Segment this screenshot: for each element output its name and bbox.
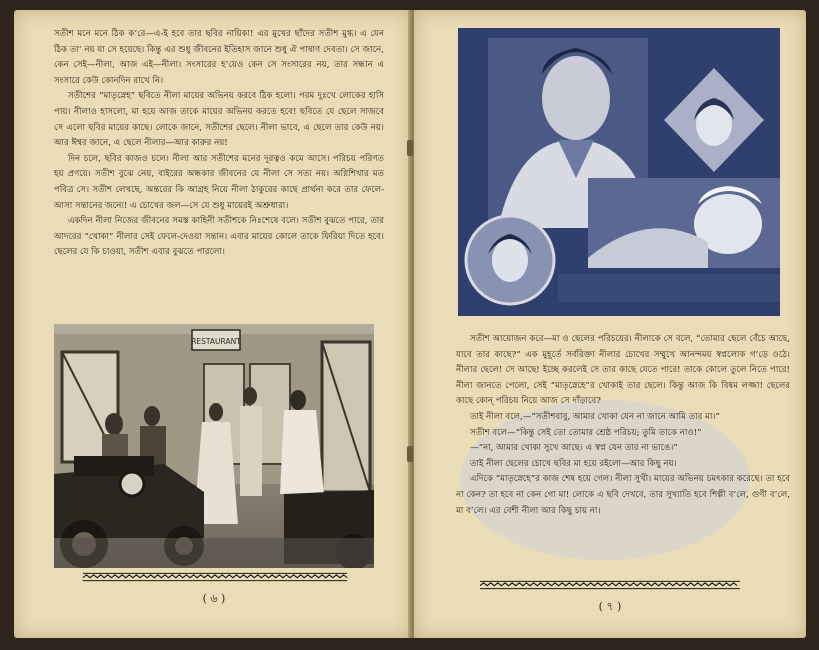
left-page [14, 10, 412, 638]
paragraph: দিন চলে, ছবির কাজও চলে। নীলা আর সতীশের মনের দূরত্বও কমে আসে। পরিচয় পরিণত হয় প্রণয়ে। সতীশ বুঝে নেয়, বাইরের অন্ধকার জীবনের যে নীলা সে সত্য নয়। অগ্নিশিখার মত পবিত্র সে। সতীশ লেখছে, অন্তরের কি আগ্রহ নিয়ে নীলা ঠাকুরের কাছে প্রার্থনা করে তার ফেলে-আসা সন্তানের জন্যে! এ চোখের জল—সে যে শুধু মায়েরই অশ্রুধারা। [54, 153, 384, 211]
staple [407, 446, 413, 462]
staple [407, 140, 413, 156]
film-still-restaurant [54, 324, 374, 568]
right-page [414, 10, 806, 638]
paragraph: তাই নীলা বলে,—“সতীশবাবু, আমার খোকা যেন না জানে আমি তার মা।” [470, 411, 720, 422]
left-page-text [54, 27, 384, 261]
paragraph: একদিন নীলা নিজের জীবনের সমস্ত কাহিনী সতীশকে নিঃশেষে বলে। সতীশ বুঝতে পারে, তার আদরের “খোকা” নীলার সেই ফেলে-দেওয়া সন্তান। এবার মায়ের কোলে তাকে ফিরিয়া দিতে হবে। ছেলের যে কি চাওয়া, সতীশ এবার বুঝতে পারলো। [54, 216, 384, 258]
restaurant-sign: RESTAURANT [191, 337, 241, 346]
paragraph: তাই নীলা ছেলের চোখে ছবির মা হয়ে রইলো—আর কিছু নয়। [470, 458, 677, 469]
paragraph: সতীশ মনে মনে ঠিক ক’রে—এ-ই হবে তার ছবির নায়িকা! এর মুখের ছাঁদের সতীশ মুগ্ধ। এ যেন ঠিক তা’ নয় যা সে হয়েছে। কিন্তু এর শুধু জীবনের ইতিহাস জানে শুধু ঐ পাষাণ দেবতা। সে জানে, কেন সেই—নীলা, আজ এই—নীলা। সংসারের হ’য়েও কেন সে সংসারের নয়, তার সন্ধান এ সংসারে কেউ কোনদিন রাখে নি। [54, 29, 384, 86]
paragraph: সতীশ বলে—“কিন্তু সেই তো তোমার শ্রেষ্ঠ পরিচয়; তুমি তাকে নাও!” [470, 427, 702, 438]
paragraph: সতীশের “মাতৃস্নেহ” ছবিতে নীলা মায়ের অভিনয় করবে ঠিক হলো। পরম দুঃখে লোকের হাসি পায়। নীলাও হাসলো, মা হয়ে আজ তাকে মায়ের অভিনয় করতে হবে! ছবিতে যে ছেলে সাজবে সে এলো ছবির মায়ের কাছে। লোকে জানে, সতীশের ছেলে। নীলা ভাবে, এ ছেলে তার কেউ নয়। আর ঈশ্বর জানে, এ ছেলে নীলার—আর কারুর নয়! [54, 91, 384, 149]
paragraph: —“না, আমার খোকা সুখে আছে। এ স্বপ্ন যেন তার না ভাঙে।” [470, 443, 678, 454]
decorative-rule [428, 580, 792, 590]
right-page-text [456, 332, 790, 519]
page-number: ( ৬ ) [202, 592, 226, 605]
decorative-rule [30, 572, 400, 582]
page-number: ( ৭ ) [598, 600, 622, 613]
paragraph: এদিকে “মাতৃস্নেহে”র কাজ শেষ হয়ে গেল। নীলা সুখী। মায়ের অভিনয় চমৎকার করেছে। তা হবে না কেন? তা হবে না কেন গো মা! লোকে এ ছবি দেখবে, তার সুখ্যাতি হবে শিল্পী ব’লে, গুণী ব’লে, মা ব’লে। এর বেশী নীলা আর কিছু চায় না। [456, 474, 790, 516]
paragraph: সতীশ আয়োজন করে—মা ও ছেলের পরিচয়ের। নীলাকে সে বলে, “তোমার ছেলে বেঁচে আছে, যাবে তার কাছে?” এক মুহূর্তে সর্বরিক্তা নীলার চোখের সম্মুখে আনন্দময় স্বপ্নলোক গ’ড়ে ওঠে। নীলার ছেলে! সে আছে! ইচ্ছে করলেই সে তার কাছে যেতে পারে! তাকে কোলে তুলে নিতে পারে! নীলা জানতে পেলো, সেই “মাতৃস্নেহে”র খোকাই তার ছেলে। কিন্তু আজ কি বিষম লজ্জা! ছেলের কাছে কোন্ পরিচয় নিয়ে আজ সে দাঁড়াবে? [456, 334, 790, 407]
film-still-collage [458, 28, 780, 316]
